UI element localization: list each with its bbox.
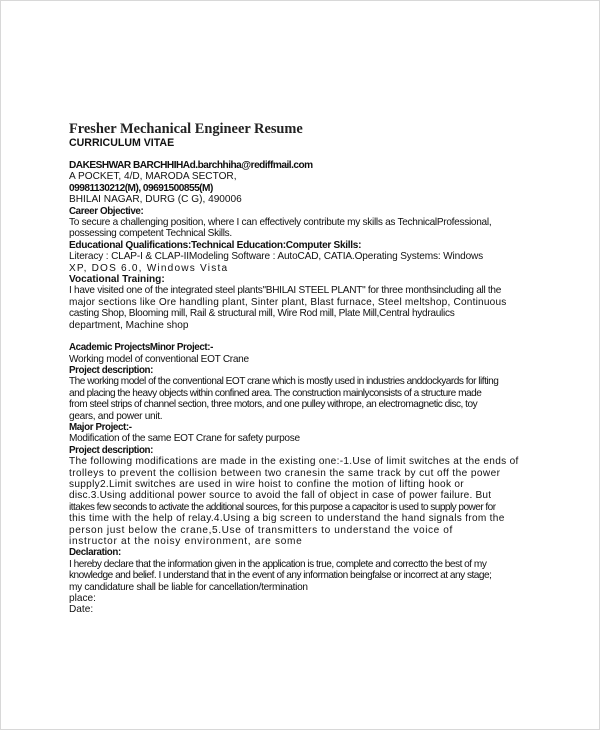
major-project-heading: Major Project:- xyxy=(69,421,132,433)
vocational-heading: Vocational Training: xyxy=(69,274,165,286)
education-heading: Educational Qualifications:Technical Education:Computer Skills: xyxy=(69,239,362,251)
career-line: possessing competent Technical Skills. xyxy=(69,228,232,240)
minor-project-title: Working model of conventional EOT Crane xyxy=(69,353,249,365)
project-description-line: ittakes few seconds to activate the additional sources, for this purpose a capacitor is used to supply power for xyxy=(69,501,496,513)
vocational-line: casting Shop, Blooming mill, Rail & structural mill, Wire Rod mill, Plate Mill,Central hydraulics xyxy=(69,308,455,320)
project-description-line: The following modifications are made in the existing one:-1.Use of limit switches at the ends of xyxy=(69,456,519,468)
project-description-heading: Project description: xyxy=(69,364,153,376)
address-line-1: A POCKET, 4/D, MARODA SECTOR, xyxy=(69,171,237,183)
career-objective-heading: Career Objective: xyxy=(69,205,144,217)
career-line: To secure a challenging position, where I can effectively contribute my skills as TechnicalProfessional, xyxy=(69,217,492,229)
project-description-line: instructor at the noisy environment, are some xyxy=(69,536,303,547)
major-project-title: Modification of the same EOT Crane for safety purpose xyxy=(69,433,300,445)
skills-line: XP, DOS 6.0, Windows Vista xyxy=(69,262,229,274)
skills-line: Literacy : CLAP-I & CLAP-IIModeling Software : AutoCAD, CATIA.Operating Systems: Windows xyxy=(69,251,484,263)
vocational-line: I have visited one of the integrated steel plants"BHILAI STEEL PLANT" for three monthsincluding all the xyxy=(69,285,502,297)
project-description-line: this time with the help of relay.4.Using a big screen to understand the hand signals from the xyxy=(69,513,505,525)
vocational-line: major sections like Ore handling plant, Sinter plant, Blast furnace, Steel meltshop, Continuous xyxy=(69,296,507,308)
project-description-line: and placing the heavy objects within confined area. The construction mainlyconsists of a structure made xyxy=(69,387,482,399)
project-description-line: trolleys to prevent the collision between two cranesin the same track by cut off the power xyxy=(69,467,501,479)
address-line-2: BHILAI NAGAR, DURG (C G), 490006 xyxy=(69,194,242,206)
project-description-line: gears, and power unit. xyxy=(69,410,163,422)
document-subtitle: CURRICULUM VITAE xyxy=(69,137,175,149)
project-description-line: supply2.Limit switches are used in wire hoist to confine the motion of lifting hook or xyxy=(69,478,464,490)
phone-line: 09981130212(M), 09691500855(M) xyxy=(69,182,213,194)
vocational-line: department, Machine shop xyxy=(69,319,189,331)
project-description-line: The working model of the conventional EOT crane which is mostly used in industries anddockyards for lifting xyxy=(69,376,499,388)
project-description-line: person just below the crane,5.Use of transmitters to understand the voice of xyxy=(69,524,453,536)
place-label: place: xyxy=(69,593,96,605)
resume-document xyxy=(69,121,544,616)
name-email-line: DAKESHWAR BARCHHIHAd.barchhiha@rediffmail.com xyxy=(69,160,313,171)
declaration-line: my candidature shall be liable for cancellation/termination xyxy=(69,581,308,593)
declaration-line: knowledge and belief. I understand that in the event of any information beingfalse or incorrect at any stage; xyxy=(69,570,492,582)
declaration-line: I hereby declare that the information given in the application is true, complete and correctto the best of my xyxy=(69,558,487,570)
project-description-heading: Project description: xyxy=(69,444,153,456)
document-title: Fresher Mechanical Engineer Resume xyxy=(69,121,303,137)
date-label: Date: xyxy=(69,604,94,616)
declaration-heading: Declaration: xyxy=(69,547,121,559)
academic-projects-heading: Academic ProjectsMinor Project:- xyxy=(69,342,213,354)
project-description-line: from steel strips of channel section, three motors, and one pulley withrope, an electromagnetic disc, toy xyxy=(69,399,478,411)
project-description-line: disc.3.Using additional power source to avoid the fall of object in case of power failure. But xyxy=(69,490,492,502)
